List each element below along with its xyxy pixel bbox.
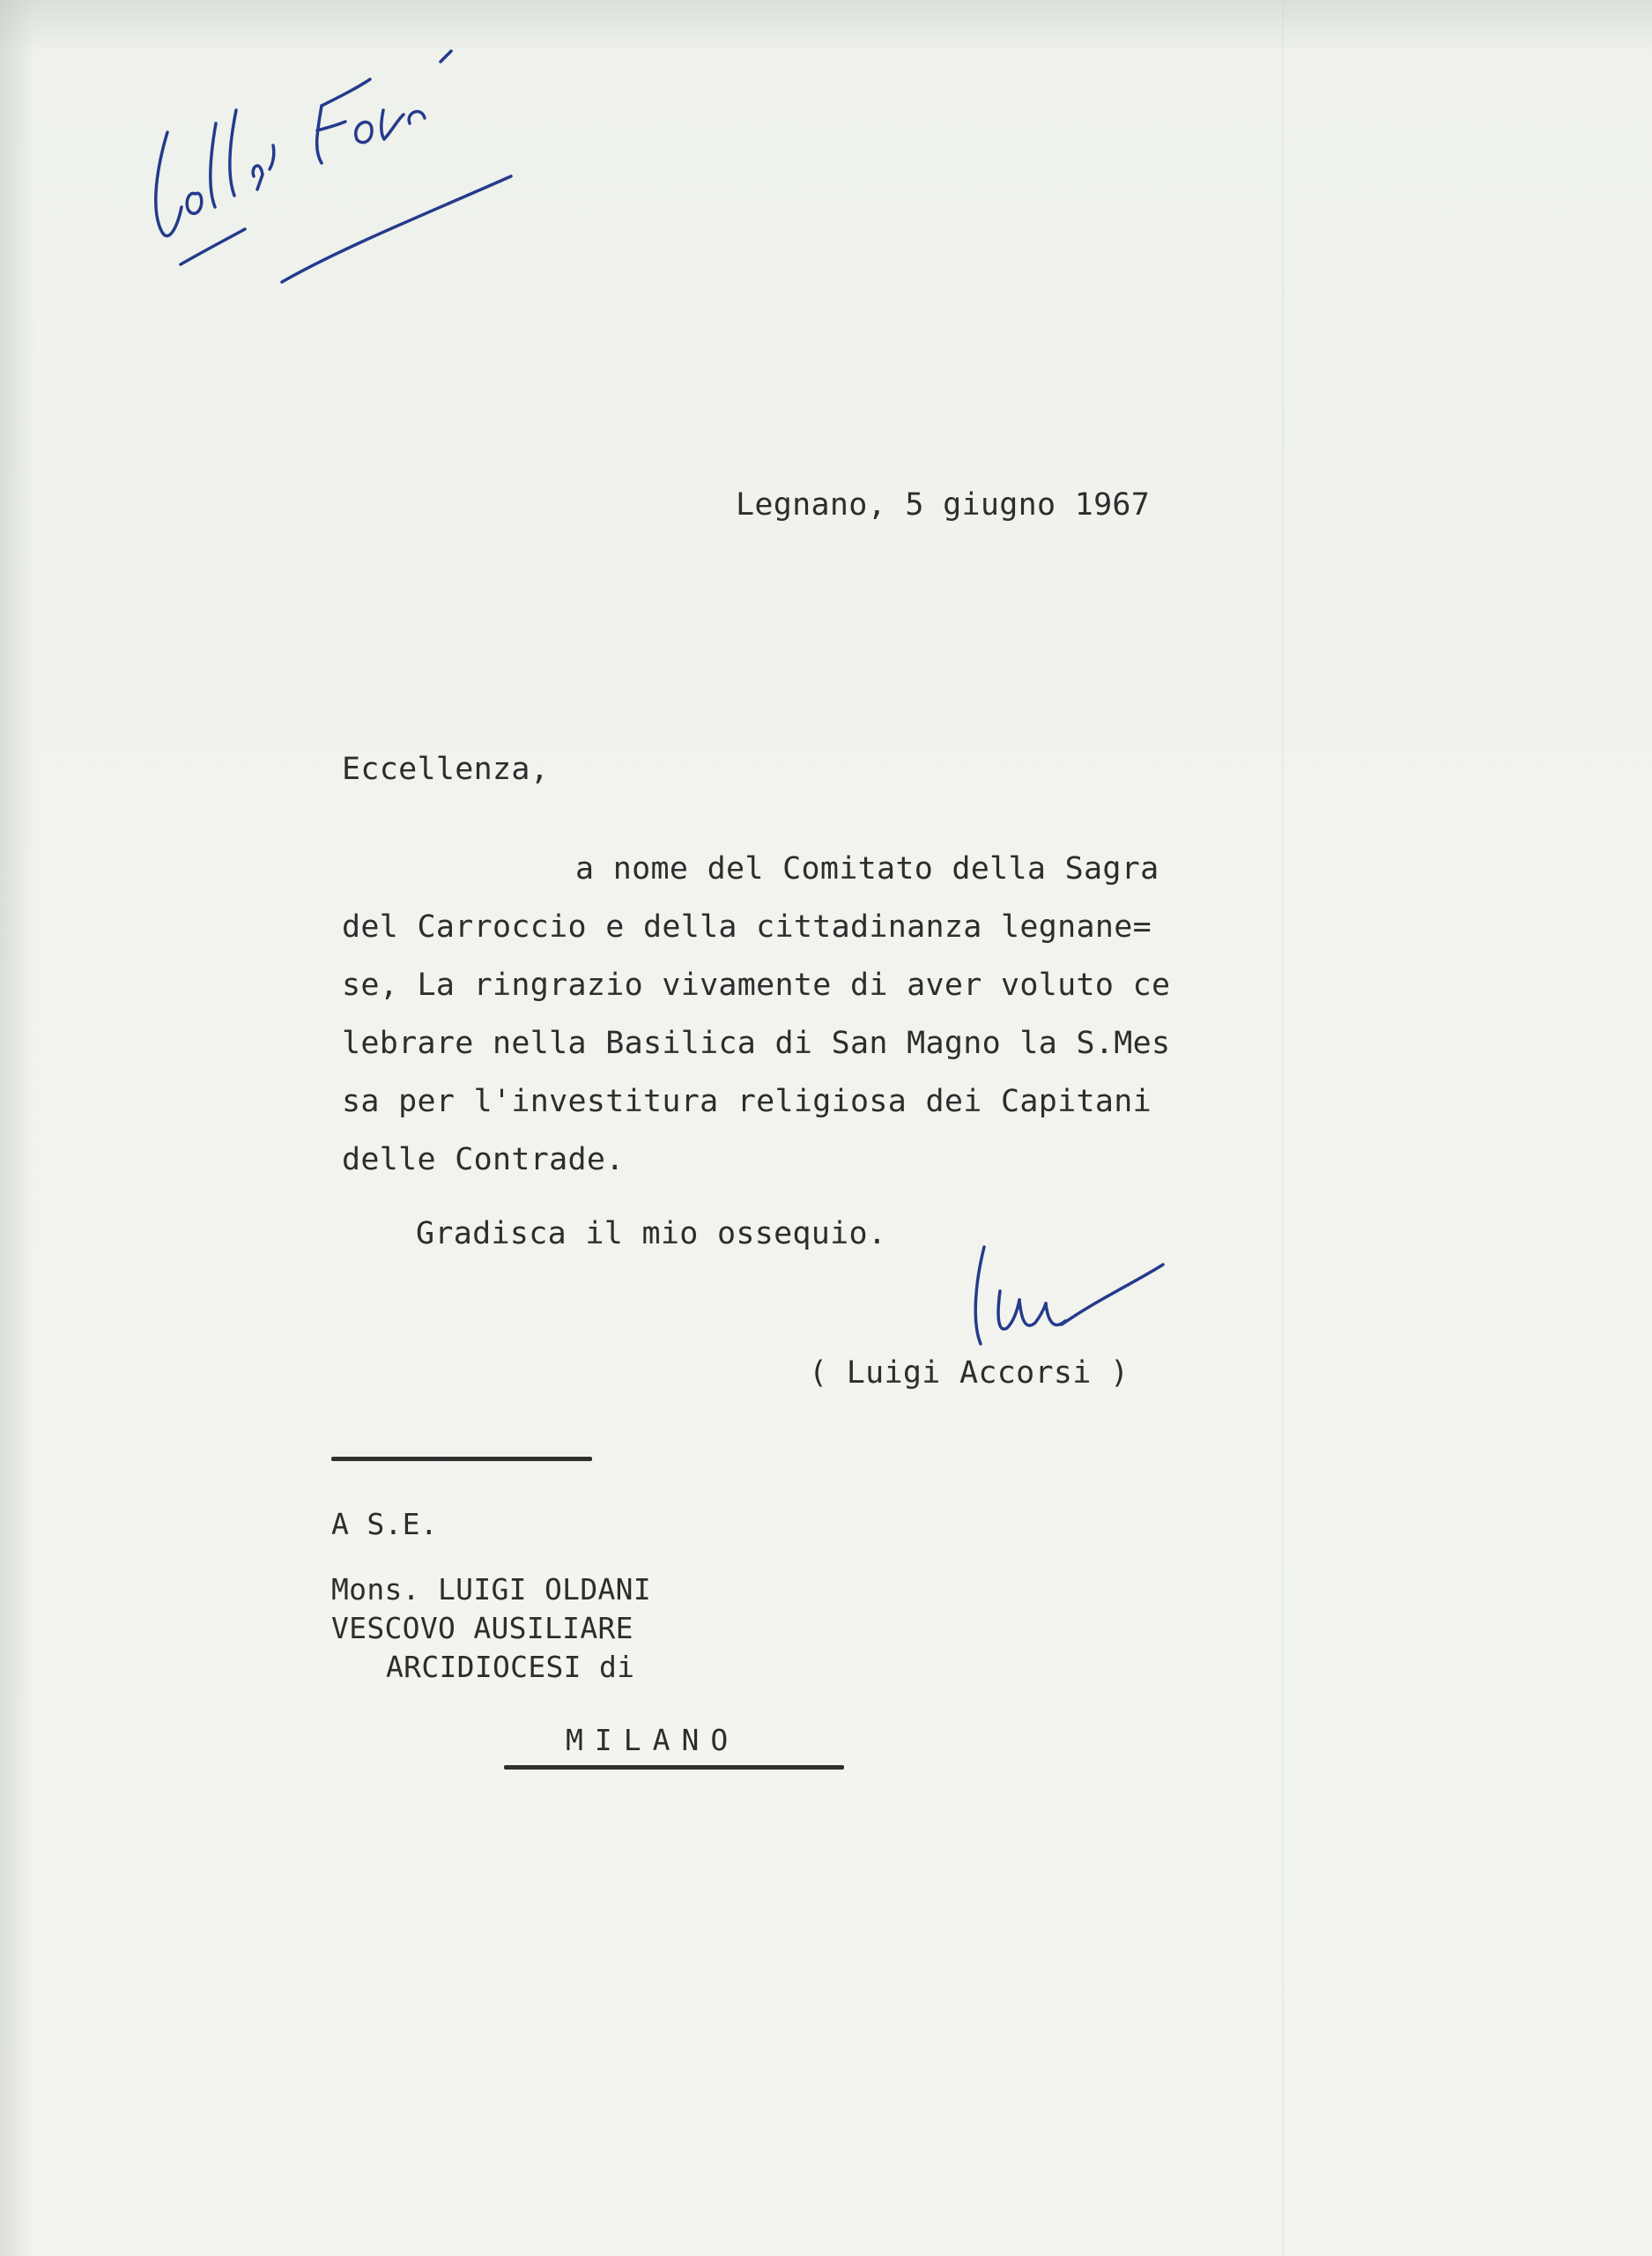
recipient-line-2: Mons. LUIGI OLDANI xyxy=(331,1572,652,1607)
left-edge-shadow xyxy=(0,0,35,2256)
recipient-line-3: VESCOVO AUSILIARE xyxy=(331,1611,633,1645)
place-date: Legnano, 5 giugno 1967 xyxy=(736,487,1151,523)
salutation: Eccellenza, xyxy=(342,752,550,787)
body-line-1: a nome del Comitato della Sagra xyxy=(575,851,1159,887)
paper-fold xyxy=(1282,0,1284,2256)
city-underline xyxy=(504,1765,844,1770)
recipient-city: MILANO xyxy=(566,1723,740,1757)
recipient-line-1: A S.E. xyxy=(331,1507,439,1541)
signer-name: ( Luigi Accorsi ) xyxy=(809,1355,1130,1391)
recipient-line-4: ARCIDIOCESI di xyxy=(386,1650,635,1684)
body-line-5: sa per l'investitura religiosa dei Capitani xyxy=(342,1084,1152,1119)
body-line-3: se, La ringrazio vivamente di aver voluto ce xyxy=(342,968,1171,1003)
body-line-4: lebrare nella Basilica di San Magno la S.Mes xyxy=(342,1026,1171,1061)
separator-rule xyxy=(331,1457,592,1461)
handwritten-note xyxy=(141,26,546,291)
closing: Gradisca il mio ossequio. xyxy=(416,1216,887,1251)
body-line-6: delle Contrade. xyxy=(342,1142,625,1177)
body-line-2: del Carroccio e della cittadinanza legnane= xyxy=(342,909,1152,945)
